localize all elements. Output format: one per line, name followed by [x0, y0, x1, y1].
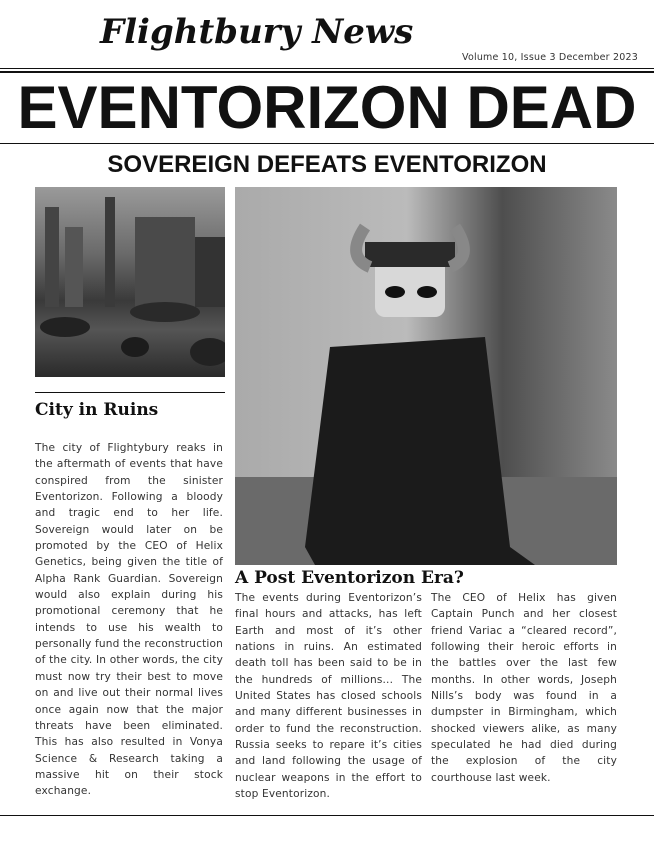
divider [0, 143, 654, 144]
left-article-title: City in Ruins [35, 400, 159, 420]
headline: EVENTORIZON DEAD [17, 74, 637, 141]
issue-info: Volume 10, Issue 3 December 2023 [462, 52, 638, 63]
main-article-title: A Post Eventorizon Era? [235, 568, 464, 588]
divider [0, 68, 654, 69]
divider [35, 392, 225, 393]
left-article-body: The city of Flightybury reaks in the aftermath of events that have conspired from the sinister Eventorizon. Following a bloody and tragic end to her life. Sovereign would later on be promoted by the CEO of Helix Genetics, being given the title of Alpha Rank Guardian. Sovereign would also explain during his promotional ceremony that he intends to use his wealth to personally fund the reconstruction of the city. In other words, the city must now try their best to move on and live out their normal lives once again now that the major threats have been eliminated. This has also resulted in Vonya Science & Research taking a massive hit on their stock exchange. [35, 442, 223, 798]
character-photo [235, 187, 617, 565]
subheadline: SOVEREIGN DEFEATS EVENTORIZON [107, 151, 547, 178]
divider [0, 71, 654, 73]
divider [0, 815, 654, 816]
masthead-title: Flightbury News [100, 12, 414, 52]
ruined-city-photo [35, 187, 225, 377]
main-article-column-2: The CEO of Helix has given Captain Punch and her closest friend Variac a “cleared record”, following their heroic efforts in the battles over the last few months. In other words, Joseph Nills’s body was found in a dumpster in Birmingham, which shocked viewers alike, as many speculated he had died during the explosion of the city courthouse last week. [431, 592, 617, 784]
main-article-column-1: The events during Eventorizon’s final hours and attacks, has left Earth and most of it’s other nations in ruins. An estimated death toll has been said to be in the hundreds of millions... The United States has closed schools and many different businesses in order to fund the reconstruction. Russia seeks to repare it’s cities and land following the usage of nuclear weapons in the effort to stop Eventorizon. [235, 592, 422, 801]
